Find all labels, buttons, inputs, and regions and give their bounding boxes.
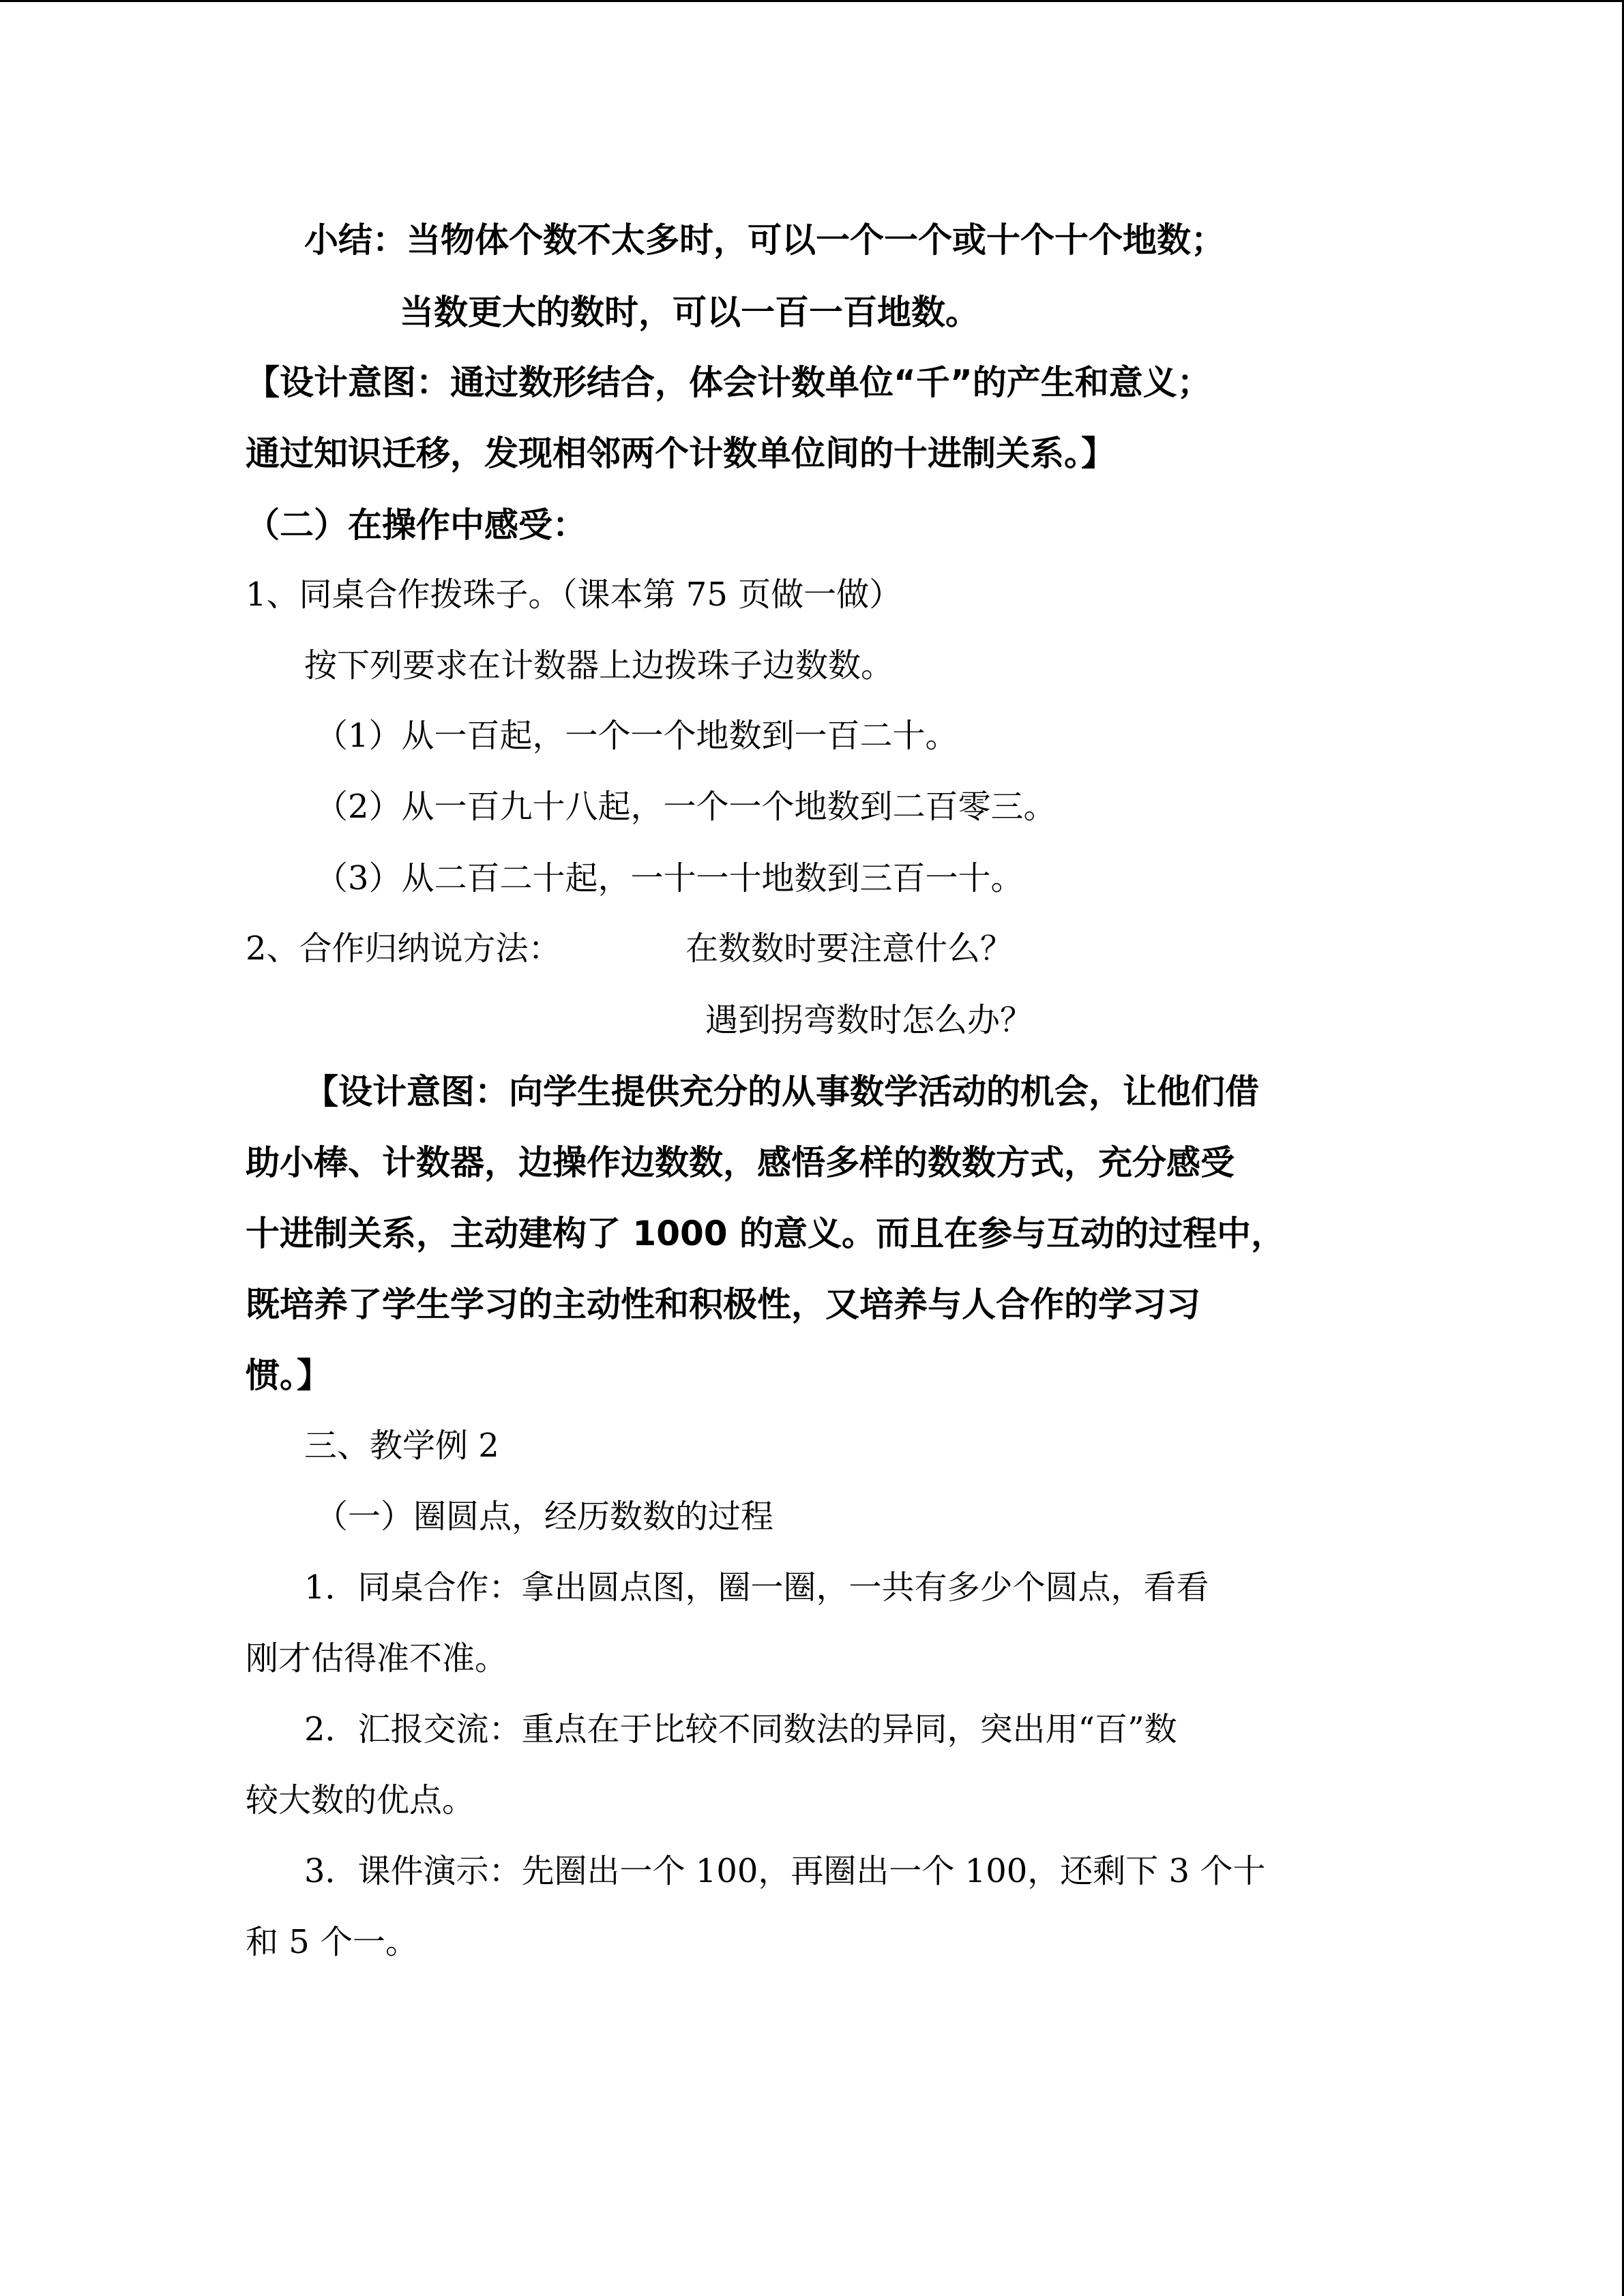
page-top-border xyxy=(0,0,1624,2)
step-3-line-1: 3．课件演示：先圈出一个 100，再圈出一个 100，还剩下 3 个十 xyxy=(304,1852,1266,1890)
summary-line-2: 当数更大的数时，可以一百一百地数。 xyxy=(400,293,979,332)
activity-1-instruction: 按下列要求在计数器上边拨珠子边数数。 xyxy=(304,646,894,685)
activity-2-question-2: 遇到拐弯数时怎么办？ xyxy=(705,1001,1033,1039)
activity-2-question-1: 在数数时要注意什么？ xyxy=(685,929,1014,968)
design-intent-2-line-3: 十进制关系，主动建构了 1000 的意义。而且在参与互动的过程中， xyxy=(246,1214,1285,1253)
step-3-line-2: 和 5 个一。 xyxy=(246,1923,419,1961)
activity-1-item-1: （1）从一百起，一个一个地数到一百二十。 xyxy=(315,717,958,755)
design-intent-2-line-4: 既培养了学生学习的主动性和积极性，又培养与人合作的学习习 xyxy=(246,1285,1200,1324)
activity-1-title: 1、同桌合作拨珠子。（课本第 75 页做一做） xyxy=(246,576,902,614)
step-1-line-2: 刚才估得准不准。 xyxy=(246,1639,508,1678)
design-intent-1-line-1: 【设计意图：通过数形结合，体会计数单位“千”的产生和意义； xyxy=(246,363,1211,402)
step-2-line-1: 2．汇报交流：重点在于比较不同数法的异同，突出用“百”数 xyxy=(304,1710,1177,1748)
activity-1-item-2: （2）从一百九十八起，一个一个地数到二百零三。 xyxy=(315,788,1057,826)
subsection-heading-circle-dots: （一）圈圆点，经历数数的过程 xyxy=(315,1497,774,1536)
summary-line-1: 小结：当物体个数不太多时，可以一个一个或十个十个地数； xyxy=(304,220,1225,260)
step-1-line-1: 1．同桌合作：拿出圆点图，圈一圈，一共有多少个圆点，看看 xyxy=(304,1568,1209,1607)
design-intent-2-line-2: 助小棒、计数器，边操作边数数，感悟多样的数数方式，充分感受 xyxy=(246,1143,1235,1182)
step-2-line-2: 较大数的优点。 xyxy=(246,1781,475,1819)
section-heading-operate: （二）在操作中感受： xyxy=(246,505,587,545)
design-intent-2-line-1: 【设计意图：向学生提供充分的从事数学活动的机会，让他们借 xyxy=(304,1072,1259,1112)
section-heading-example-2: 三、教学例 2 xyxy=(304,1427,499,1465)
design-intent-2-line-5: 惯。】 xyxy=(246,1356,331,1395)
activity-1-item-3: （3）从二百二十起，一十一十地数到三百一十。 xyxy=(315,859,1024,897)
activity-2-title: 2、合作归纳说方法： xyxy=(246,929,561,968)
design-intent-1-line-2: 通过知识迁移，发现相邻两个计数单位间的十进制关系。】 xyxy=(246,434,1115,473)
